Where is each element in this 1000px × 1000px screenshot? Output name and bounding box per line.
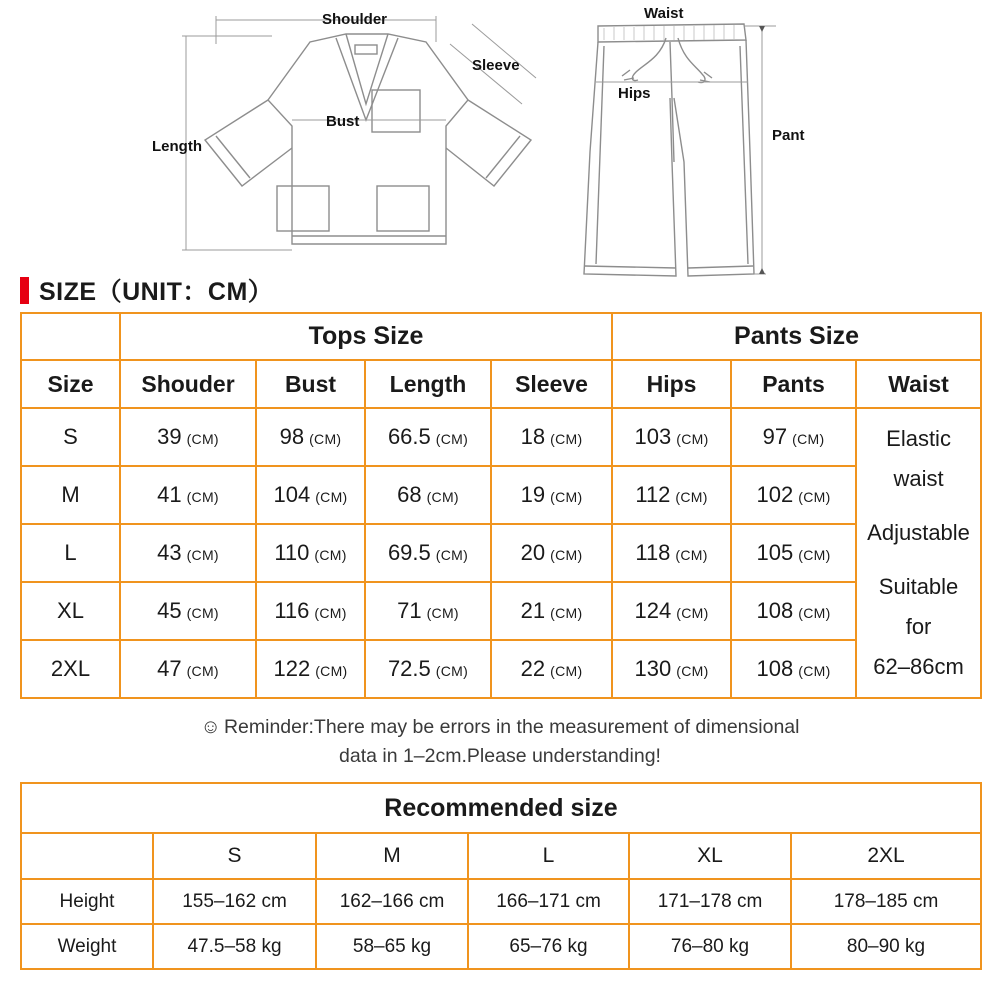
cell-length (365, 582, 491, 640)
scrub-top-diagram (150, 8, 550, 270)
value: 104 (273, 482, 311, 507)
cell-shouder (120, 524, 256, 582)
column-header-size: Size (21, 360, 120, 408)
cell-length (365, 408, 491, 466)
value: 47 (157, 656, 182, 681)
unit-label: (CM) (550, 431, 583, 447)
value: 112 (635, 482, 671, 507)
unit-label: (CM) (186, 605, 219, 621)
waist-note-line-4: Suitable (878, 574, 959, 599)
cell-pants (731, 524, 856, 582)
unit-label: (CM) (435, 663, 469, 679)
waist-note-line-6: 62–86cm (873, 654, 964, 680)
value: 122 (273, 656, 311, 681)
unit-label: (CM) (798, 547, 831, 563)
unit-label: (CM) (550, 605, 583, 621)
recommended-size-m: M (316, 833, 468, 879)
column-header-length: Length (365, 360, 491, 408)
column-header-pants: Pants (731, 360, 856, 408)
reminder-line-1: Reminder:There may be errors in the measurement of dimensional (223, 716, 800, 738)
cell-sleeve (491, 408, 612, 466)
cell-size: M (21, 466, 120, 524)
table-column-header-row (21, 360, 981, 408)
recommended-row-label: Height (21, 879, 153, 924)
value: 102 (756, 482, 794, 507)
unit-label: (CM) (675, 547, 708, 563)
waist-note-spacer (857, 502, 980, 510)
recommended-title: Recommended size (21, 783, 981, 833)
value: 45 (157, 598, 182, 623)
cell-bust (256, 524, 365, 582)
height-value-s: 155–162 cm (153, 879, 316, 924)
cell-size: 2XL (21, 640, 120, 698)
unit-label: (CM) (435, 431, 469, 447)
unit-label: (CM) (798, 605, 831, 621)
value: 69.5 (387, 540, 431, 565)
cell-bust (256, 466, 365, 524)
unit-label: (CM) (186, 489, 219, 505)
unit-label: (CM) (676, 663, 709, 679)
reminder-line-2: data in 1–2cm.Please understanding! (339, 745, 661, 767)
size-heading-text: SIZE（UNIT：CM） (39, 278, 274, 306)
group-header-pants: Pants Size (612, 313, 981, 360)
red-accent-bar (20, 277, 29, 304)
recommended-height-row (21, 879, 981, 924)
group-header-tops: Tops Size (120, 313, 612, 360)
unit-label: (CM) (676, 605, 709, 621)
cell-waist-note (856, 408, 981, 698)
height-value-m: 162–166 cm (316, 879, 468, 924)
value: 72.5 (387, 656, 431, 681)
diagram-label-sleeve: Sleeve (472, 57, 520, 74)
weight-value-l: 65–76 kg (468, 924, 629, 969)
unit-label: (CM) (186, 663, 219, 679)
diagram-label-bust: Bust (326, 113, 360, 130)
size-table-container (0, 312, 1000, 699)
unit-label: (CM) (798, 663, 831, 679)
value: 19 (520, 482, 546, 507)
value: 110 (274, 540, 310, 565)
value: 108 (756, 656, 794, 681)
scrub-pants-diagram (560, 2, 830, 288)
table-row (21, 640, 981, 698)
value: 116 (274, 598, 310, 623)
recommended-header-row (21, 833, 981, 879)
column-header-hips: Hips (612, 360, 731, 408)
unit-label: (CM) (676, 431, 709, 447)
unit-label: (CM) (550, 547, 583, 563)
unit-label: (CM) (426, 605, 459, 621)
diagram-label-pant: Pant (772, 127, 805, 144)
diagram-label-length: Length (152, 138, 202, 155)
cell-pants (731, 640, 856, 698)
cell-shouder (120, 582, 256, 640)
cell-shouder (120, 640, 256, 698)
value: 103 (634, 424, 672, 449)
recommended-title-row (21, 783, 981, 833)
unit-label: (CM) (798, 489, 831, 505)
unit-label: (CM) (426, 489, 459, 505)
cell-hips (612, 640, 731, 698)
diagram-label-waist: Waist (644, 5, 684, 22)
unit-label: (CM) (315, 663, 348, 679)
height-value-xl: 171–178 cm (629, 879, 791, 924)
unit-label: (CM) (315, 489, 348, 505)
cell-shouder (120, 408, 256, 466)
cell-bust (256, 582, 365, 640)
column-header-shouder: Shouder (120, 360, 256, 408)
cell-pants (731, 582, 856, 640)
cell-length (365, 524, 491, 582)
size-table (20, 312, 982, 699)
table-row (21, 408, 981, 466)
waist-note-line-2: waist (893, 465, 944, 491)
value: 118 (635, 540, 671, 565)
value: 43 (157, 540, 182, 565)
unit-label: (CM) (792, 431, 825, 447)
table-row (21, 524, 981, 582)
unit-label: (CM) (186, 431, 219, 447)
value: 21 (520, 598, 546, 623)
recommended-table-container (0, 782, 1000, 970)
cell-pants (731, 466, 856, 524)
unit-label: (CM) (675, 489, 708, 505)
table-row (21, 466, 981, 524)
weight-value-2xl: 80–90 kg (791, 924, 981, 969)
cell-size: S (21, 408, 120, 466)
column-header-bust: Bust (256, 360, 365, 408)
garment-diagrams (0, 0, 1000, 268)
recommended-weight-row (21, 924, 981, 969)
cell-length (365, 466, 491, 524)
recommended-corner-cell (21, 833, 153, 879)
value: 18 (520, 424, 546, 449)
diagram-label-shoulder: Shoulder (322, 11, 388, 28)
recommended-size-l: L (468, 833, 629, 879)
cell-sleeve (491, 466, 612, 524)
cell-size: L (21, 524, 120, 582)
group-header-blank (21, 313, 120, 360)
recommended-size-2xl: 2XL (791, 833, 981, 879)
waist-note-line-5: for (905, 614, 932, 640)
cell-hips (612, 524, 731, 582)
column-header-waist: Waist (856, 360, 981, 408)
cell-sleeve (491, 640, 612, 698)
cell-bust (256, 408, 365, 466)
value: 41 (157, 482, 182, 507)
cell-shouder (120, 466, 256, 524)
height-value-2xl: 178–185 cm (791, 879, 981, 924)
cell-sleeve (491, 582, 612, 640)
value: 68 (397, 482, 422, 507)
waist-note-line-3: Adjustable (867, 519, 970, 545)
cell-sleeve (491, 524, 612, 582)
reminder-note (0, 699, 1000, 782)
column-header-sleeve: Sleeve (491, 360, 612, 408)
unit-label: (CM) (550, 663, 583, 679)
unit-label: (CM) (314, 547, 347, 563)
value: 105 (756, 540, 794, 565)
value: 66.5 (387, 424, 431, 449)
unit-label: (CM) (435, 547, 469, 563)
value: 20 (520, 540, 546, 565)
cell-size: XL (21, 582, 120, 640)
recommended-size-xl: XL (629, 833, 791, 879)
size-section-heading (0, 268, 1000, 312)
table-row (21, 582, 981, 640)
smiley-face-icon: ☺ (200, 716, 221, 738)
value: 97 (762, 424, 788, 449)
unit-label: (CM) (309, 431, 342, 447)
unit-label: (CM) (314, 605, 347, 621)
weight-value-xl: 76–80 kg (629, 924, 791, 969)
table-group-header-row (21, 313, 981, 360)
cell-pants (731, 408, 856, 466)
cell-hips (612, 582, 731, 640)
height-value-l: 166–171 cm (468, 879, 629, 924)
cell-length (365, 640, 491, 698)
cell-hips (612, 466, 731, 524)
cell-hips (612, 408, 731, 466)
waist-note-line-1: Elastic (886, 425, 951, 451)
value: 39 (157, 424, 182, 449)
value: 108 (756, 598, 794, 623)
value: 22 (520, 656, 546, 681)
value: 130 (634, 656, 672, 681)
weight-value-s: 47.5–58 kg (153, 924, 316, 969)
unit-label: (CM) (550, 489, 583, 505)
waist-note-spacer-2 (857, 556, 980, 564)
value: 71 (397, 598, 422, 623)
recommended-size-table (20, 782, 982, 970)
unit-label: (CM) (186, 547, 219, 563)
value: 124 (634, 598, 672, 623)
value: 98 (279, 424, 305, 449)
recommended-row-label: Weight (21, 924, 153, 969)
weight-value-m: 58–65 kg (316, 924, 468, 969)
cell-bust (256, 640, 365, 698)
recommended-size-s: S (153, 833, 316, 879)
diagram-label-hips: Hips (618, 85, 651, 102)
